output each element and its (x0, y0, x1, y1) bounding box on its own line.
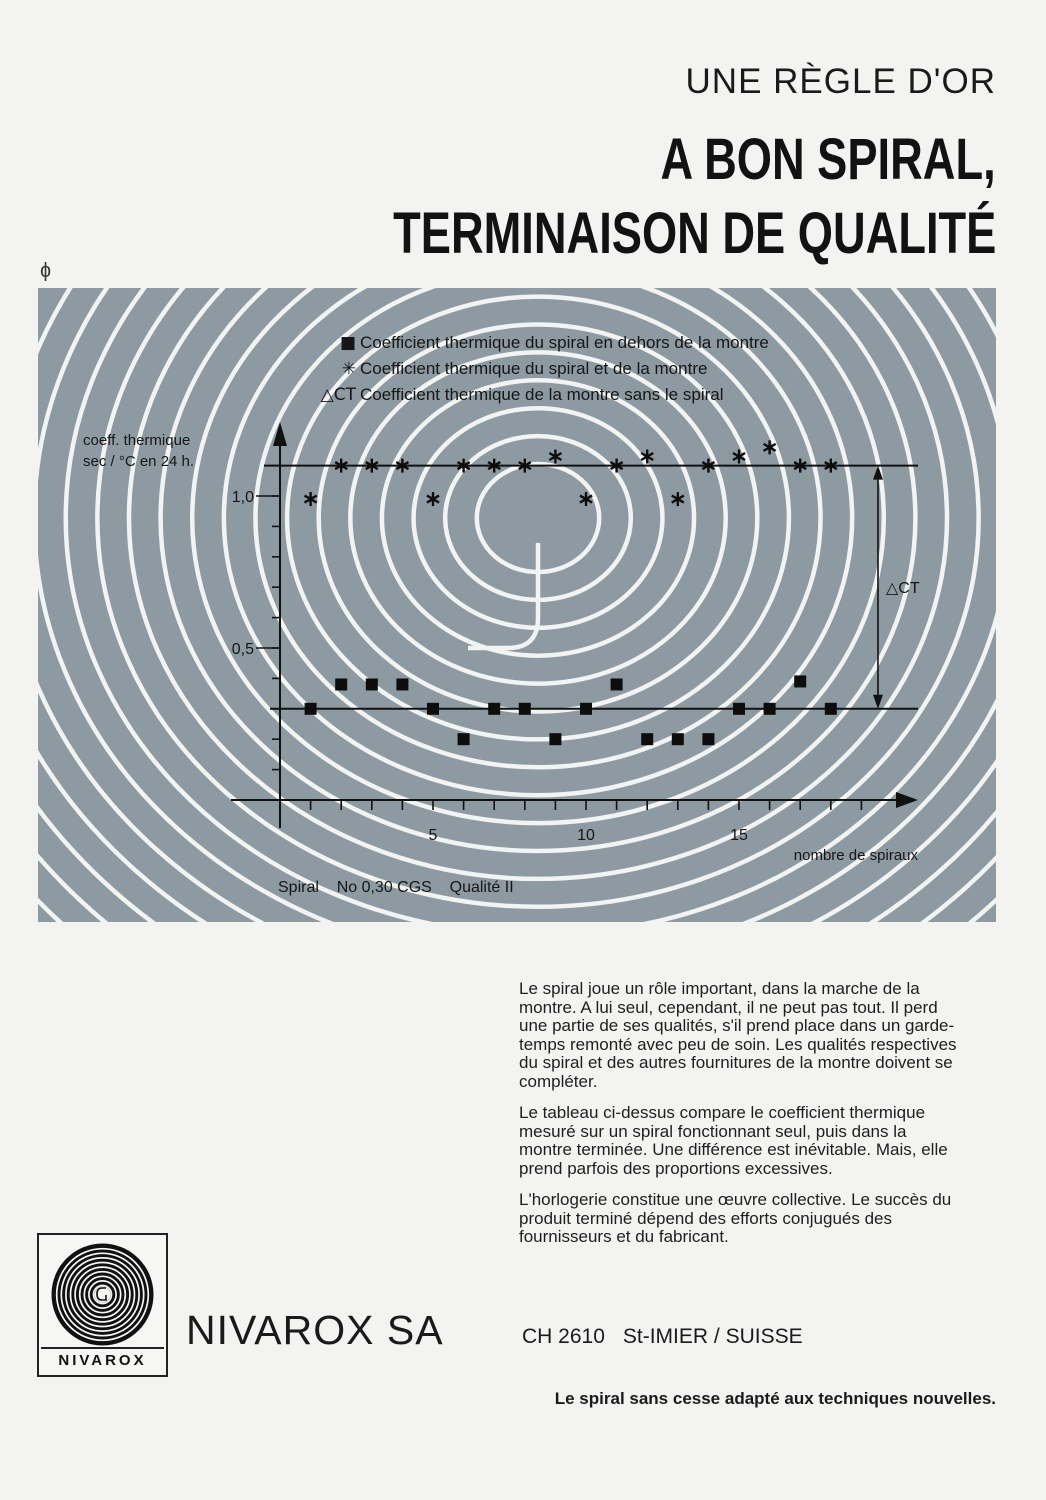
data-point-asterisk (427, 492, 439, 506)
data-point-square (580, 703, 592, 715)
data-point-square (335, 678, 347, 690)
data-point-square (396, 678, 408, 690)
chart-panel (38, 288, 996, 922)
y-axis-label: sec / °C en 24 h. (83, 453, 195, 470)
body-paragraph-3: L'horlogerie constitue une œuvre collective. Le succès du produit terminé dépend des efforts conjugués des fournisseurs et du fabricant. (519, 1190, 952, 1246)
company-name: NIVAROX SA (186, 1307, 444, 1353)
chart-caption: Spiral No 0,30 CGS Qualité II (278, 879, 514, 896)
data-point-asterisk (580, 492, 592, 506)
body-paragraph-1: Le spiral joue un rôle important, dans la marche de la montre. A lui seul, cependant, il ne peut pas tout. Il perd une partie de ses qualités, s'il prend place dans un garde-temps remonté avec peu de soin. Les qualités respectives du spiral et des autres fournitures de la montre doivent se compléter. (519, 979, 957, 1091)
legend-label: Coefficient thermique du spiral en dehors de la montre (360, 333, 769, 352)
data-point-square (611, 678, 623, 690)
x-tick-label: 10 (577, 827, 595, 844)
data-point-square (519, 703, 531, 715)
legend-symbol: ✳ (341, 359, 356, 379)
legend-symbol: ■ (339, 333, 356, 353)
logo-spiral-icon (51, 1243, 154, 1346)
address-postcode: CH 2610 (522, 1325, 605, 1348)
data-point-square (733, 703, 745, 715)
data-point-square (549, 733, 561, 745)
data-point-square (488, 703, 500, 715)
data-point-asterisk (672, 492, 684, 506)
x-tick-label: 15 (730, 827, 748, 844)
x-tick-label: 5 (428, 827, 438, 844)
body-paragraph-2: Le tableau ci-dessus compare le coefficient thermique mesuré sur un spiral fonctionnant seul, puis dans la montre terminée. Une différence est inévitable. Mais, elle prend parfois des proportions excessives. (519, 1103, 948, 1178)
legend-symbol: △CT (320, 385, 356, 405)
data-point-square (672, 733, 684, 745)
body-copy (519, 980, 959, 1260)
data-point-square (794, 675, 806, 687)
x-axis-label: nombre de spiraux (793, 847, 918, 864)
headline-title-line1: A BON SPIRAL, (660, 127, 996, 192)
delta-ct-arrow-head-bottom (873, 695, 883, 709)
logo-wordmark: NIVAROX (41, 1347, 164, 1373)
headline-kicker: UNE RÈGLE D'OR (685, 62, 996, 101)
data-point-square (458, 733, 470, 745)
address-city: St-IMIER / SUISSE (622, 1325, 803, 1348)
tagline: Le spiral sans cesse adapté aux techniques nouvelles. (554, 1389, 996, 1408)
headline-title-line2: TERMINAISON DE QUALITÉ (392, 201, 996, 266)
registration-mark: ɸ (40, 260, 51, 282)
y-tick-label: 0,5 (231, 641, 254, 658)
data-point-square (764, 703, 776, 715)
legend-label: Coefficient thermique du spiral et de la montre (360, 359, 708, 378)
thermal-coefficient-chart (38, 288, 996, 922)
delta-ct-label: △CT (886, 580, 920, 598)
spiral-background (38, 288, 996, 922)
nivarox-logo (37, 1233, 168, 1377)
y-tick-label: 1,0 (231, 489, 254, 506)
data-point-square (366, 678, 378, 690)
data-point-square (641, 733, 653, 745)
x-axis-arrow (896, 792, 918, 808)
legend-label: Coefficient thermique de la montre sans le spiral (360, 385, 724, 404)
data-point-square (825, 703, 837, 715)
data-point-asterisk (305, 492, 317, 506)
data-point-asterisk (549, 449, 561, 463)
data-point-square (702, 733, 714, 745)
company-address (522, 1325, 821, 1349)
data-point-square (427, 703, 439, 715)
y-axis-label: coeff. thermique (83, 432, 191, 449)
data-point-square (305, 703, 317, 715)
